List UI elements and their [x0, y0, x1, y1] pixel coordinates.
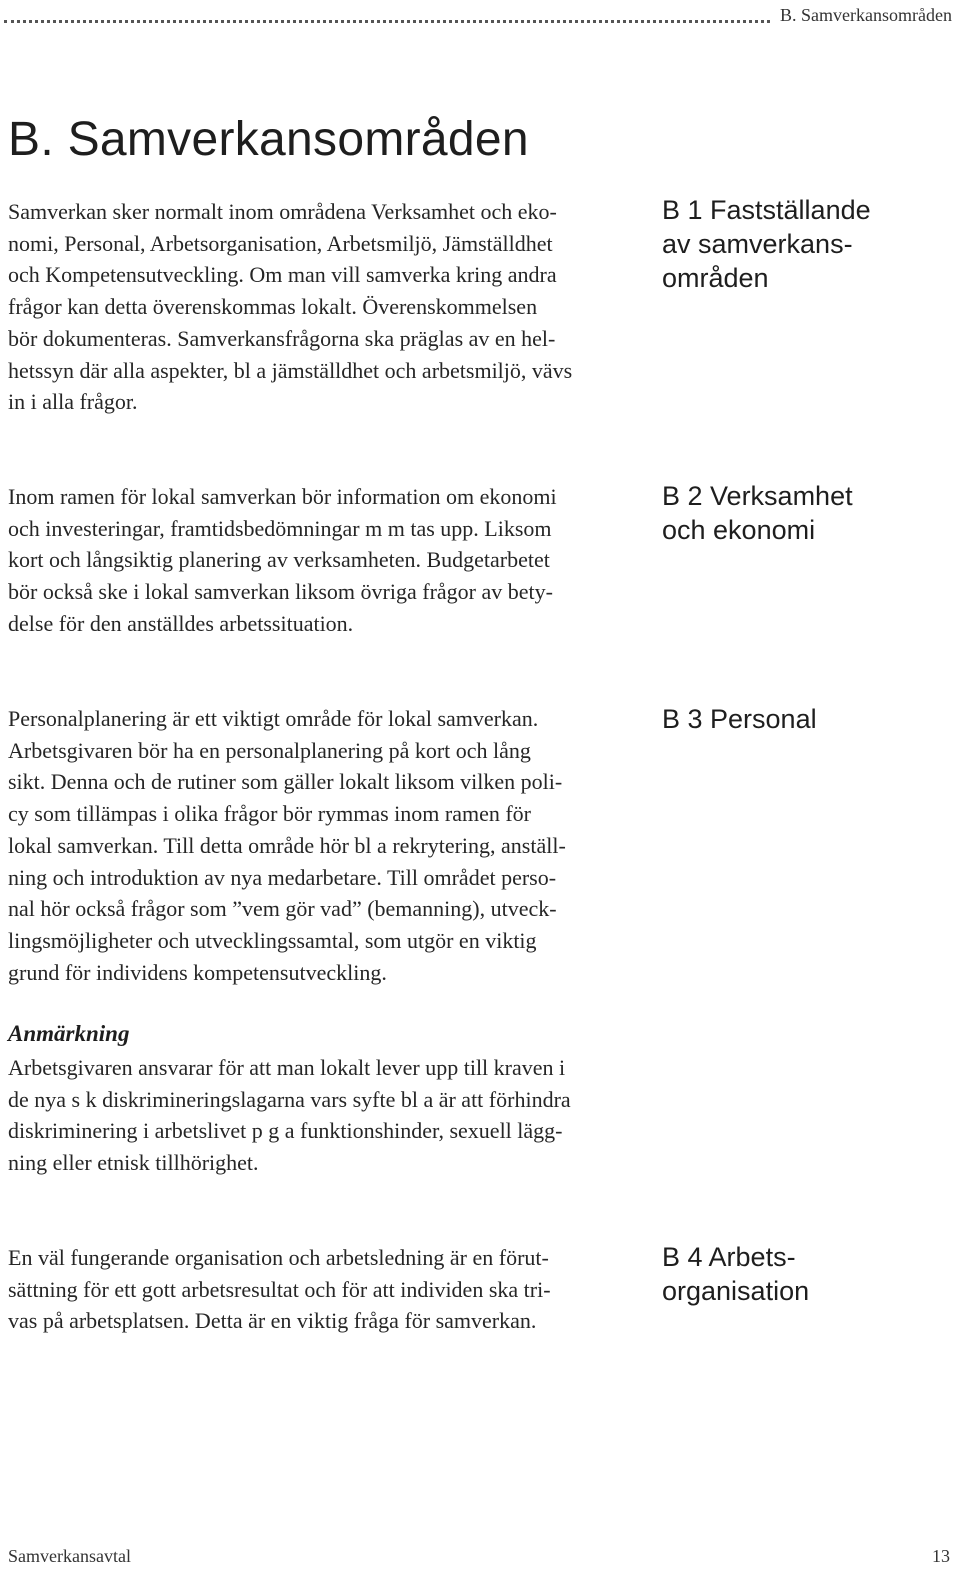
body-line: delse för den anställdes arbetssituation.: [8, 610, 354, 636]
section-b2-body: [8, 481, 638, 640]
section-b4-heading: [662, 1240, 942, 1308]
note-body: [8, 1052, 638, 1179]
body-line: sikt. Denna och de rutiner som gäller lokalt liksom vilken poli-: [8, 769, 563, 795]
page-title: B. Samverkansområden: [8, 113, 529, 166]
section-b3-body: [8, 703, 638, 988]
heading-line: organisation: [662, 1276, 810, 1306]
note-line: ning eller etnisk tillhörighet.: [8, 1150, 259, 1176]
body-line: Samverkan sker normalt inom områdena Verksamhet och eko-: [8, 199, 557, 224]
body-line: lokal samverkan. Till detta område hör bl a rekrytering, anställ-: [8, 832, 566, 858]
section-b1-body: [8, 196, 638, 418]
note-line: Arbetsgivaren ansvarar för att man lokalt lever upp till kraven i: [8, 1055, 566, 1080]
body-line: nomi, Personal, Arbetsorganisation, Arbetsmiljö, Jämställdhet: [8, 230, 553, 256]
body-line: ning och introduktion av nya medarbetare. Till området perso-: [8, 864, 557, 890]
heading-line: B 2 Verksamhet: [662, 481, 853, 511]
body-line: Arbetsgivaren bör ha en personalplanering på kort och lång: [8, 737, 531, 763]
body-line: hetssyn där alla aspekter, bl a jämställdhet och arbetsmiljö, vävs: [8, 357, 573, 383]
heading-line: och ekonomi: [662, 515, 816, 545]
note-line: de nya s k diskrimineringslagarna vars syfte bl a är att förhindra: [8, 1086, 571, 1112]
body-line: in i alla frågor.: [8, 389, 138, 415]
heading-line: B 1 Fastställande: [662, 195, 871, 225]
body-line: kort och långsiktig planering av verksamheten. Budgetarbetet: [8, 547, 550, 573]
body-line: bör också ske i lokal samverkan liksom övriga frågor av bety-: [8, 579, 553, 605]
page-number: 13: [932, 1546, 950, 1566]
body-line: lingsmöjligheter och utvecklingssamtal, som utgör en viktig: [8, 927, 537, 953]
body-line: bör dokumenteras. Samverkansfrågorna ska präglas av en hel-: [8, 325, 556, 351]
heading-line: B 3 Personal: [662, 704, 817, 734]
body-line: och Kompetensutveckling. Om man vill samverka kring andra: [8, 262, 557, 288]
section-b3-heading: [662, 702, 942, 736]
heading-line: områden: [662, 263, 769, 293]
body-line: En väl fungerande organisation och arbetsledning är en förut-: [8, 1245, 549, 1270]
body-line: cy som tillämpas i olika frågor bör rymmas inom ramen för: [8, 801, 531, 827]
body-line: grund för individens kompetensutveckling.: [8, 959, 387, 985]
body-line: Personalplanering är ett viktigt område för lokal samverkan.: [8, 706, 539, 731]
running-header: [0, 0, 952, 30]
body-line: frågor kan detta överenskommas lokalt. Överenskommelsen: [8, 294, 538, 320]
body-line: nal hör också frågor som ”vem gör vad” (bemanning), utveck-: [8, 896, 557, 922]
running-head-title: B. Samverkansområden: [780, 4, 952, 25]
note-title: Anmärkning: [8, 1021, 130, 1046]
dotted-leader: [4, 14, 770, 23]
body-line: och investeringar, framtidsbedömningar m m tas upp. Liksom: [8, 515, 552, 541]
section-b1-heading: [662, 193, 942, 295]
section-b4-body: [8, 1242, 638, 1337]
section-b2-heading: [662, 479, 942, 547]
footer-document-name: Samverkansavtal: [8, 1546, 131, 1566]
heading-line: B 4 Arbets-: [662, 1242, 796, 1272]
note-line: diskriminering i arbetslivet p g a funktionshinder, sexuell lägg-: [8, 1118, 563, 1144]
heading-line: av samverkans-: [662, 229, 853, 259]
body-line: sättning för ett gott arbetsresultat och för att individen ska tri-: [8, 1276, 551, 1302]
body-line: vas på arbetsplatsen. Detta är en viktig fråga för samverkan.: [8, 1308, 537, 1334]
body-line: Inom ramen för lokal samverkan bör information om ekonomi: [8, 484, 557, 509]
